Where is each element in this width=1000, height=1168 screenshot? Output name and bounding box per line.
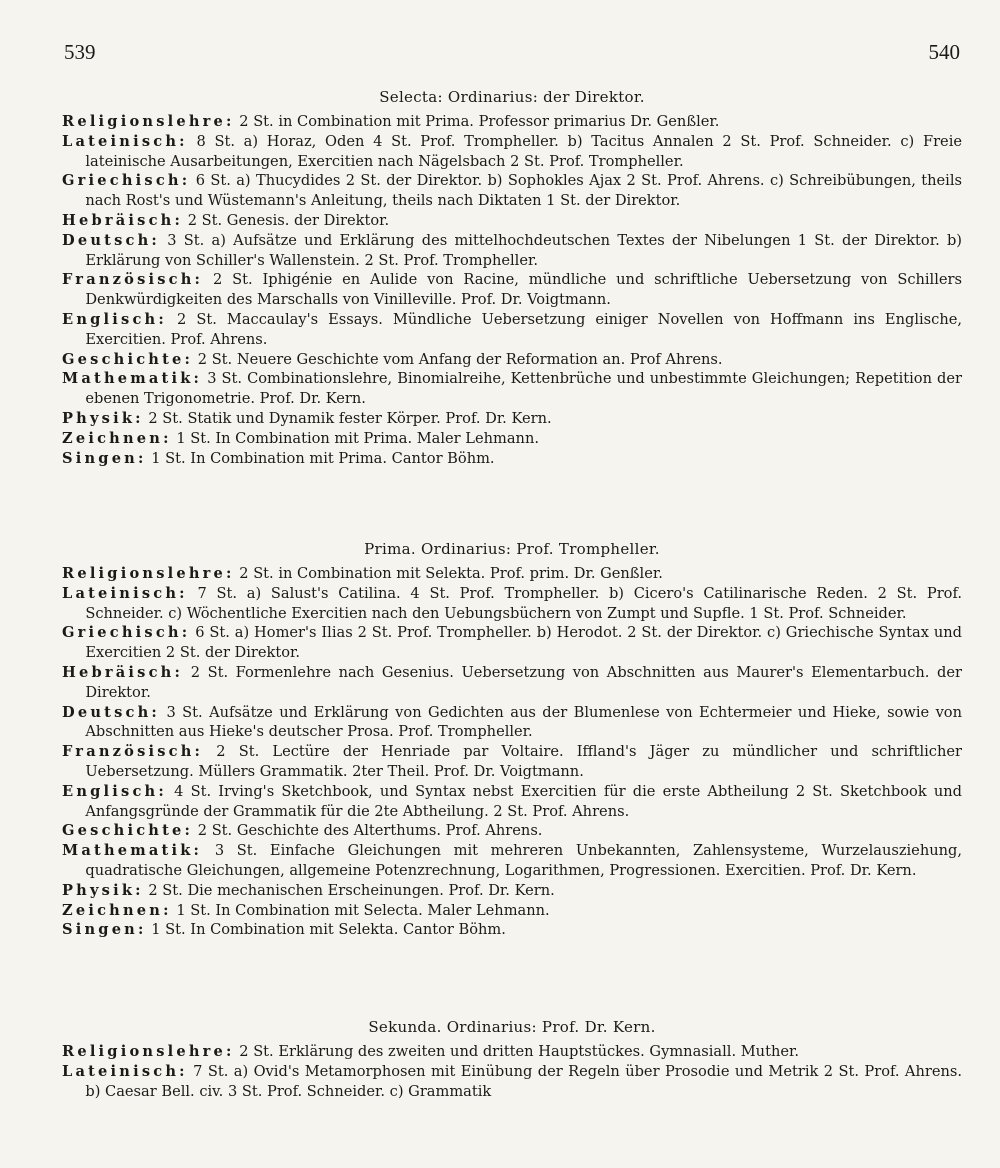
entry-text: 1 St. In Combination mit Prima. Maler Lehmann. <box>176 429 539 447</box>
page-number-right: 540 <box>928 40 960 64</box>
entry-text: 2 St. Genesis. der Direktor. <box>187 211 390 229</box>
entry-text: 4 St. Irving's Sketchbook, und Syntax nebst Exercitien für die erste Abtheilung 2 St. Sketchbook und Anfangsgründe der Grammatik für die 2te Abtheilung. 2 St. Prof. Ahrens. <box>85 782 962 820</box>
entry-text: 6 St. a) Thucydides 2 St. der Direktor. b) Sophokles Ajax 2 St. Prof. Ahrens. c) Schreibübungen, theils nach Rost's und Wüstemann's Anleitung, theils nach Diktaten 1 St. der Direktor. <box>85 172 963 210</box>
subject-label: Griechisch: <box>62 624 191 642</box>
subject-label: Deutsch: <box>62 703 160 721</box>
subject-label: Zeichnen: <box>62 429 172 447</box>
subject-label: Hebräisch: <box>62 663 184 681</box>
subject-label: Lateinisch: <box>62 132 188 150</box>
entry-hebraeisch <box>62 663 962 703</box>
entry-physik <box>62 409 962 429</box>
entry-mathematik <box>62 369 962 409</box>
section-heading: Prima. Ordinarius: Prof. Trompheller. <box>364 540 660 558</box>
subject-label: Geschichte: <box>62 822 194 840</box>
entry-franzoesisch <box>62 742 962 782</box>
entry-text: 2 St. in Combination mit Prima. Professor primarius Dr. Genßler. <box>239 113 720 130</box>
entry-geschichte <box>62 821 962 841</box>
entry-text: 1 St. In Combination mit Selekta. Cantor Böhm. <box>151 921 506 939</box>
entry-singen <box>62 449 962 469</box>
entry-zeichnen <box>62 901 962 921</box>
entry-geschichte <box>62 350 962 370</box>
subject-label: Lateinisch: <box>62 1062 188 1080</box>
section-heading: Sekunda. Ordinarius: Prof. Dr. Kern. <box>368 1018 656 1036</box>
subject-label: Physik: <box>62 409 144 427</box>
entry-text: 6 St. a) Homer's Ilias 2 St. Prof. Trompheller. b) Herodot. 2 St. der Direktor. c) Griechische Syntax und Exercitien 2 St. der Direktor. <box>85 624 963 662</box>
subject-label: Hebräisch: <box>62 211 184 229</box>
subject-label: Griechisch: <box>62 172 191 190</box>
entry-singen <box>62 920 962 940</box>
entry-text: 2 St. Die mechanischen Erscheinungen. Prof. Dr. Kern. <box>148 881 555 899</box>
entry-englisch <box>62 782 962 822</box>
entry-zeichnen <box>62 429 962 449</box>
subject-label: Singen: <box>62 449 147 467</box>
entry-text: 2 St. Neuere Geschichte vom Anfang der Reformation an. Prof Ahrens. <box>197 350 723 368</box>
entry-englisch <box>62 310 962 350</box>
subject-label: Englisch: <box>62 782 167 800</box>
subject-label: Religionslehre: <box>62 565 235 582</box>
entry-text: 2 St. Iphigénie en Aulide von Racine, mündliche und schriftliche Uebersetzung von Schillers Denkwürdigkeiten des Marschalls von Vinilleville. Prof. Dr. Voigtmann. <box>85 271 962 309</box>
entry-text: 3 St. Combinationslehre, Binomialreihe, Kettenbrüche und unbestimmte Gleichungen; Repetition der ebenen Trigonometrie. Prof. Dr. Kern. <box>85 370 963 408</box>
section-sekunda <box>62 1018 962 1101</box>
entry-deutsch <box>62 703 962 743</box>
entry-text: 7 St. a) Ovid's Metamorphosen mit Einübung der Regeln über Prosodie und Metrik 2 St. Prof. Ahrens. b) Caesar Bell. civ. 3 St. Prof. Schneider. c) Grammatik <box>85 1062 962 1100</box>
entry-text: 2 St. Maccaulay's Essays. Mündliche Uebersetzung einiger Novellen von Hoffmann ins Englische, Exercitien. Prof. Ahrens. <box>85 310 963 348</box>
subject-label: Religionslehre: <box>62 113 235 130</box>
subject-label: Mathematik: <box>62 370 203 388</box>
entry-deutsch <box>62 231 962 271</box>
entry-hebraeisch <box>62 211 962 231</box>
subject-label: Mathematik: <box>62 842 203 860</box>
entry-text: 2 St. in Combination mit Selekta. Prof. prim. Dr. Genßler. <box>239 565 663 582</box>
entry-mathematik <box>62 841 962 881</box>
subject-label: Physik: <box>62 881 144 899</box>
entry-franzoesisch <box>62 270 962 310</box>
entry-lateinisch <box>62 584 962 624</box>
entry-lateinisch <box>62 132 962 172</box>
subject-label: Religionslehre: <box>62 1043 235 1060</box>
page-number-left: 539 <box>64 40 96 64</box>
entry-lateinisch <box>62 1062 962 1102</box>
subject-label: Englisch: <box>62 310 167 328</box>
section-prima <box>62 540 962 940</box>
subject-label: Zeichnen: <box>62 901 172 919</box>
entry-physik <box>62 881 962 901</box>
subject-label: Geschichte: <box>62 350 194 368</box>
section-heading: Selecta: Ordinarius: der Direktor. <box>379 88 645 106</box>
subject-label: Lateinisch: <box>62 584 188 602</box>
entry-text: 3 St. a) Aufsätze und Erklärung des mittelhochdeutschen Textes der Nibelungen 1 St. der Direktor. b) Erklärung von Schiller's Wallenstein. 2 St. Prof. Trompheller. <box>85 231 962 269</box>
entry-text: 3 St. Einfache Gleichungen mit mehreren Unbekannten, Zahlensysteme, Wurzelausziehung, quadratische Gleichungen, allgemeine Potenzrechnung, Logarithmen, Progressionen. Exercitien. Prof. Dr. Kern. <box>85 842 962 879</box>
subject-label: Französisch: <box>62 271 204 289</box>
subject-label: Deutsch: <box>62 231 160 249</box>
entry-text: 1 St. In Combination mit Prima. Cantor Böhm. <box>151 449 495 467</box>
entry-text: 8 St. a) Horaz, Oden 4 St. Prof. Trompheller. b) Tacitus Annalen 2 St. Prof. Schneider. c) Freie lateinische Ausarbeitungen, Exercitien nach Nägelsbach 2 St. Prof. Trompheller. <box>85 132 962 170</box>
entry-text: 2 St. Lectüre der Henriade par Voltaire. Iffland's Jäger zu mündlicher und schriftlicher Uebersetzung. Müllers Grammatik. 2ter Theil. Prof. Dr. Voigtmann. <box>85 743 962 780</box>
entry-text: 3 St. Aufsätze und Erklärung von Gedichten aus der Blumenlese von Echtermeier und Hieke, sowie von Abschnitten aus Hieke's deutscher Prosa. Prof. Trompheller. <box>85 703 962 741</box>
entry-religionslehre <box>62 112 962 132</box>
entry-text: 2 St. Geschichte des Alterthums. Prof. Ahrens. <box>197 822 543 840</box>
subject-label: Französisch: <box>62 743 204 761</box>
section-selecta <box>62 88 962 468</box>
entry-text: 2 St. Formenlehre nach Gesenius. Uebersetzung von Abschnitten aus Maurer's Elementarbuch. der Direktor. <box>85 663 962 701</box>
entry-griechisch <box>62 171 962 211</box>
entry-text: 7 St. a) Salust's Catilina. 4 St. Prof. Trompheller. b) Cicero's Catilinarische Reden. 2 St. Prof. Schneider. c) Wöchentliche Exercitien nach den Uebungsbüchern von Zumpt und Supfle. 1 St. Prof. Schneider. <box>85 584 962 622</box>
entry-text: 2 St. Statik und Dynamik fester Körper. Prof. Dr. Kern. <box>148 409 552 427</box>
entry-religionslehre <box>62 564 962 584</box>
entry-griechisch <box>62 623 962 663</box>
subject-label: Singen: <box>62 921 147 939</box>
entry-text: 2 St. Erklärung des zweiten und dritten Hauptstückes. Gymnasiall. Muther. <box>239 1043 799 1060</box>
entry-text: 1 St. In Combination mit Selecta. Maler Lehmann. <box>176 901 550 919</box>
entry-religionslehre <box>62 1042 962 1062</box>
